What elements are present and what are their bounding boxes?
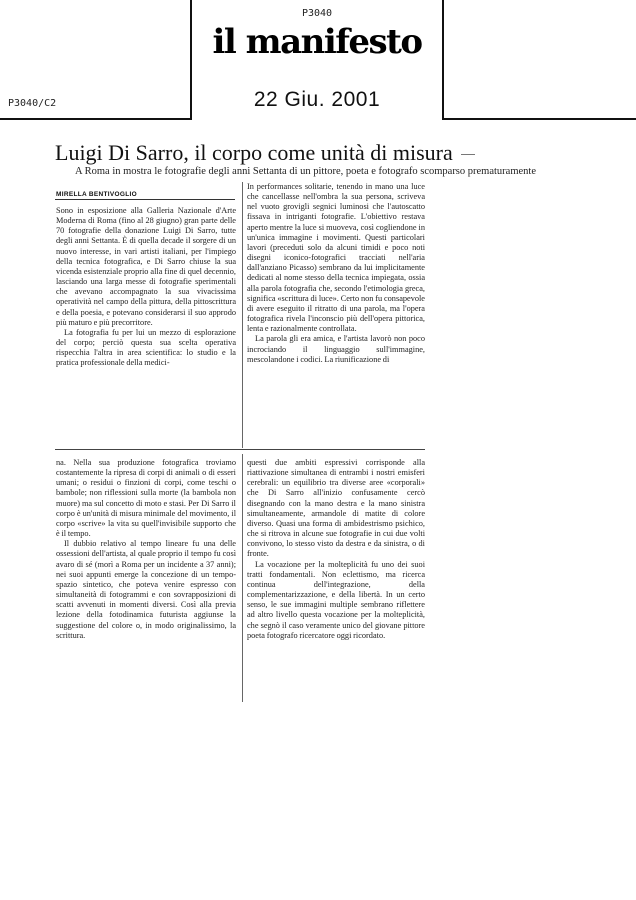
paragraph: La fotografia fu per lui un mezzo di esplorazione del corpo; perciò questa sua scelta operativa rispecchia l'altra in area scientifica: lo studio e la pratica professionale della medici- [56,327,236,368]
paragraph: In performances solitarie, tenendo in mano una luce che cancellasse nell'ombra la sua persona, scriveva nel vuoto grovigli segnici luminosi che l'autoscatto fissava in intriganti fotografie. L'obiettivo restava aperto mentre la luce si muoveva, così cogliendone in un'unica immagine i movimenti. Questi particolari lavori (preceduti solo da alcuni timidi e poco noti disegni iconico-fotografici tracciati nell'aria dall'anziano Picasso) sembrano da lui implicitamente dedicati al nome stesso della tecnica impiegata, ossia alla parola fotografia che, secondo l'etimologia greca, significa «scrittura di luce». Certo non fu consapevole di avere eseguito il ritratto di una parola, ma l'opera fotografica rivela l'inconscio più dell'opera pittorica, lenta e razionalmente controllata. [247,182,425,334]
article-subtitle: A Roma in mostra le fotografie degli anni Settanta di un pittore, poeta e fotografo scomparso prematuramente [75,166,536,177]
article-column-4 [247,458,425,641]
article-column-3 [56,458,236,641]
paragraph: questi due ambiti espressivi corrisponde alla riattivazione simultanea di entrambi i nostri emisferi cerebrali: un equilibrio tra diverse aree «corporali» che Di Sarro all'inizio confusamente cercò disegnando con la mano destra e la mano sinistra simultaneamente, armandole di matite di colore diverso. Quasi una forma di ambidestrismo psichico, che si ritrova in alcune sue fotografie in cui due volti convivono, lo stesso visto da destra e da sinistra, o di fronte. [247,458,425,559]
archive-code-left: P3040/C2 [8,98,57,109]
paragraph: La parola gli era amica, e l'artista lavorò non poco incrociando il linguaggio sull'immagine, mescolandone i codici. La riunificazione di [247,334,425,364]
masthead-rule-left [0,118,190,120]
archive-code-top: P3040 [301,8,333,19]
paragraph: La vocazione per la molteplicità fu uno dei suoi tratti fondamentali. Non eclettismo, ma ricerca continua dell'integrazione, della complementarizzazione, e della libertà. In un certo senso, le sue immagini multiple sembrano riflettere ad altro livello questa vocazione per la molteplicità, che segnò il caso veramente unico del giovane pittore poeta fotografo ricercatore oggi ricordato. [247,559,425,640]
paragraph: Il dubbio relativo al tempo lineare fu una delle ossessioni dell'artista, al quale proprio il tempo fu così avaro di sé (morì a Roma per un incidente a 37 anni); nei suoi appunti emerge la concezione di un tempo-spazio sintetico, che poteva venire espresso con simultaneità di fotogrammi e con sovrapposizioni di scatti avvenuti in momenti diversi. Così alla previa lezione della fotodinamica futurista aggiunse la suggestione del colore o, in modo originalissimo, la scrittura. [56,539,236,640]
masthead-divider-right [442,0,444,120]
article-author: MIRELLA BENTIVOGLIO [56,191,137,198]
section-divider [55,449,425,450]
article-column-1 [56,206,236,369]
publication-date: 22 Giu. 2001 [253,88,381,111]
masthead-rule-right [442,118,636,120]
article-headline [55,140,615,166]
article-column-2 [247,182,425,365]
newspaper-logo: il manifesto [212,22,422,62]
paragraph: na. Nella sua produzione fotografica troviamo costantemente la ripresa di corpi di animali o di esseri umani; o residui o finzioni di corpi, come teschi o bambole; non riflessioni sulla morte (la bambola non muore) ma sul concetto di moto e stasi. Per Di Sarro il corpo è un'unità di misura minimale del movimento, il corpo «scrive» la vita su quell'invisibile supporto che è il tempo. [56,458,236,539]
headline-text: Luigi Di Sarro, il corpo come unità di misura [55,140,453,165]
column-divider-lower [242,454,243,702]
headline-dash [461,154,475,155]
paragraph: Sono in esposizione alla Galleria Nazionale d'Arte Moderna di Roma (fino al 28 giugno) gran parte delle 70 fotografie della donazione Luigi Di Sarro, tutte degli anni Settanta. È di quella decade il sorgere di un nuovo interesse, in vari artisti italiani, per l'impiego della tecnica fotografica, e Di Sarro chiuse la sua vicenda esistenziale proprio alla fine di quel decennio, lasciando una larga messe di fotografie sperimentali che avevano accompagnato la sua vivacissima operatività nel campo della pittura, della pittoscrittura e della poesia, e potevano considerarsi il suo approdo più maturo e più precorritore. [56,206,236,327]
author-rule [55,199,235,200]
column-divider-upper [242,182,243,448]
